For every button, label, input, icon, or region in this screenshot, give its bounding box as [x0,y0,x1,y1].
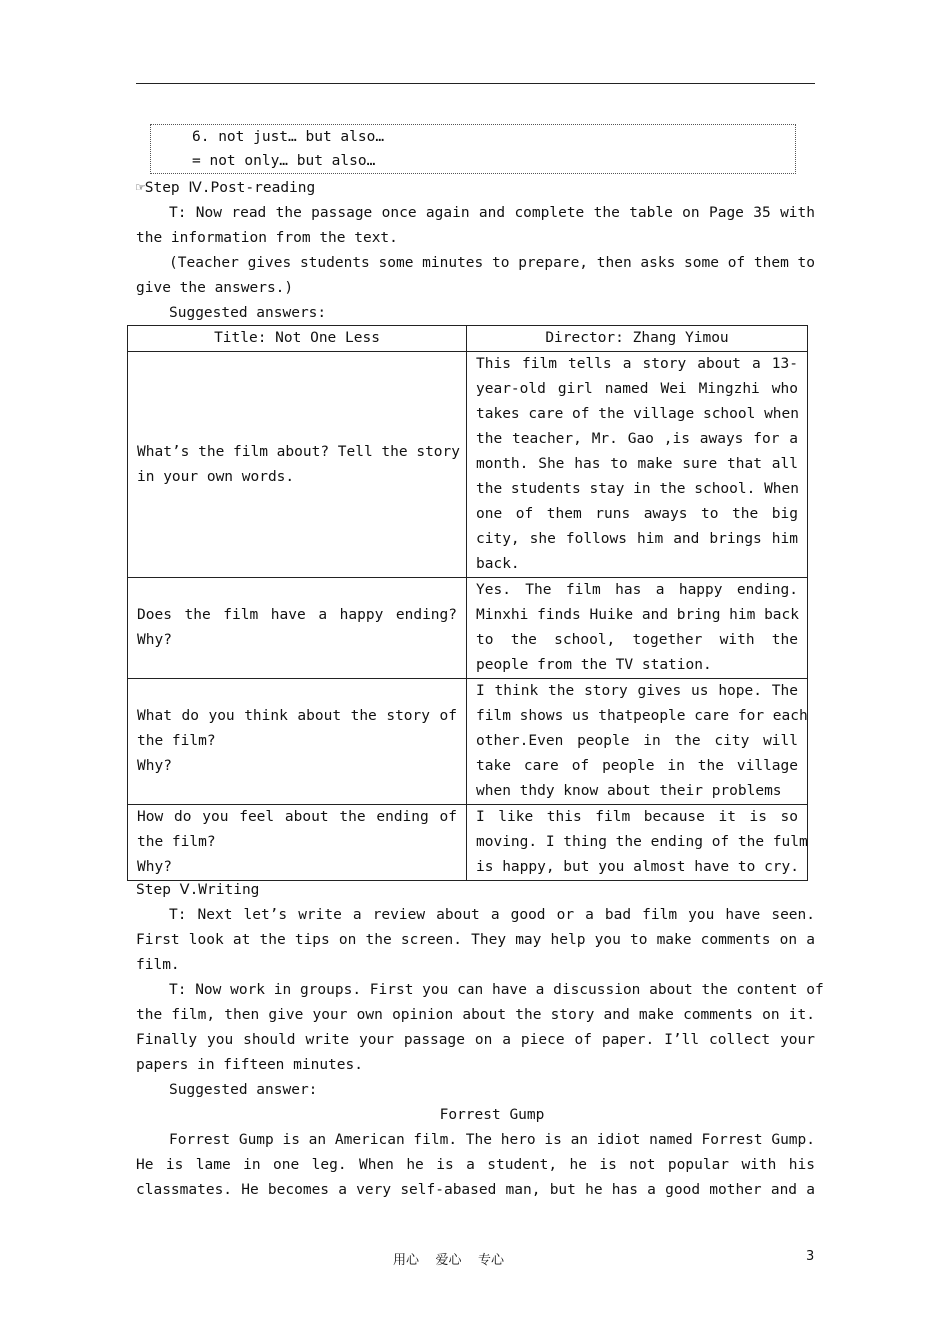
step5-heading: Step Ⅴ.Writing [136,882,260,898]
answer-cell [467,352,808,578]
cell-line: one of them runs aways to the big [476,506,798,522]
cell-line: moving. I thing the ending of the fulm [476,834,808,850]
cell-line: to the school, together with the [476,632,798,648]
paragraph-line: papers in fifteen minutes. [136,1057,363,1073]
cell-line: How do you feel about the ending of [137,809,457,825]
page-number: 3 [806,1249,815,1264]
cell-line: Why? [137,758,172,774]
cell-line: back. [476,556,520,572]
question-cell [128,352,467,578]
answer-cell [467,679,808,805]
paragraph-line: T: Next let’s write a review about a good or a bad film you have seen. [169,907,815,923]
cell-line: the film? [137,733,216,749]
cell-line: I like this film because it is so [476,809,798,825]
table-header-row [128,326,808,352]
cell-line: year-old girl named Wei Mingzhi who [476,381,798,397]
question-cell [128,805,467,881]
cell-line: Why? [137,632,172,648]
paragraph-line: First look at the tips on the screen. They may help you to make comments on a [136,932,815,948]
table-header-director: Director: Zhang Yimou [467,326,808,352]
cell-line: Minxhi finds Huike and bring him back [476,607,800,623]
paragraph-line: give the answers.) [136,280,294,296]
essay-title: Forrest Gump [439,1107,545,1123]
cell-line: What do you think about the story of [137,708,457,724]
cell-line: the teacher, Mr. Gao ,is aways for a [476,431,798,447]
essay-line: Forrest Gump is an American film. The hero is an idiot named Forrest Gump. [169,1132,816,1148]
table-row [128,679,808,805]
cell-line: Why? [137,859,172,875]
paragraph-line: T: Now read the passage once again and complete the table on Page 35 with [169,205,815,221]
answer-cell [467,805,808,881]
table-row [128,805,808,881]
cell-line: film shows us thatpeople care for each [476,708,808,724]
essay-line: He is lame in one leg. When he is a student, he is not popular with his [136,1157,815,1173]
suggested-label: Suggested answers: [169,305,327,321]
note-line: = not only… but also… [192,153,376,169]
note-line: 6. not just… but also… [192,129,385,145]
cell-line: is happy, but you almost have to cry. [476,859,800,875]
answer-cell [467,578,808,679]
cell-line: in your own words. [137,468,295,485]
paragraph-line: T: Now work in groups. First you can have a discussion about the content of [169,982,824,998]
table-row [128,352,808,578]
cell-line: the students stay in the school. When [476,481,800,497]
table-header-title: Title: Not One Less [128,326,467,352]
cell-line: What’s the film about? Tell the story [137,443,461,460]
cell-line: Yes. The film has a happy ending. [476,582,798,598]
cell-line: take care of people in the village [476,758,798,774]
paragraph-line: Finally you should write your passage on a piece of paper. I’ll collect your [136,1032,815,1048]
answer-table [127,325,808,881]
footer-motto: 用心 爱心 专心 [393,1253,505,1268]
question-cell [128,679,467,805]
paragraph-line: film. [136,957,180,973]
cell-line: other.Even people in the city will [476,733,798,749]
note-box [150,124,796,174]
cell-line: the film? [137,834,216,850]
cell-line: city, she follows him and brings him [476,531,798,547]
cell-line: when thdy know about their problems [476,783,782,799]
question-cell [128,578,467,679]
table-row [128,578,808,679]
cell-line: This film tells a story about a 13- [476,356,798,372]
cell-line: month. She has to make sure that all [476,456,798,472]
cell-line: Does the film have a happy ending? [137,607,457,623]
cell-line: takes care of the village school when [476,406,800,422]
step4-heading: ☞Step Ⅳ.Post-reading [136,180,316,196]
suggested-label: Suggested answer: [169,1082,318,1098]
essay-line: classmates. He becomes a very self-abased man, but he has a good mother and a [136,1182,815,1198]
cell-line: people from the TV station. [476,657,712,673]
cell-line: I think the story gives us hope. The [476,683,798,699]
paragraph-line: the information from the text. [136,230,398,246]
paragraph-line: (Teacher gives students some minutes to prepare, then asks some of them to [169,255,816,271]
paragraph-line: the film, then give your own opinion about the story and make comments on it. [136,1007,815,1023]
header-rule [136,83,815,84]
